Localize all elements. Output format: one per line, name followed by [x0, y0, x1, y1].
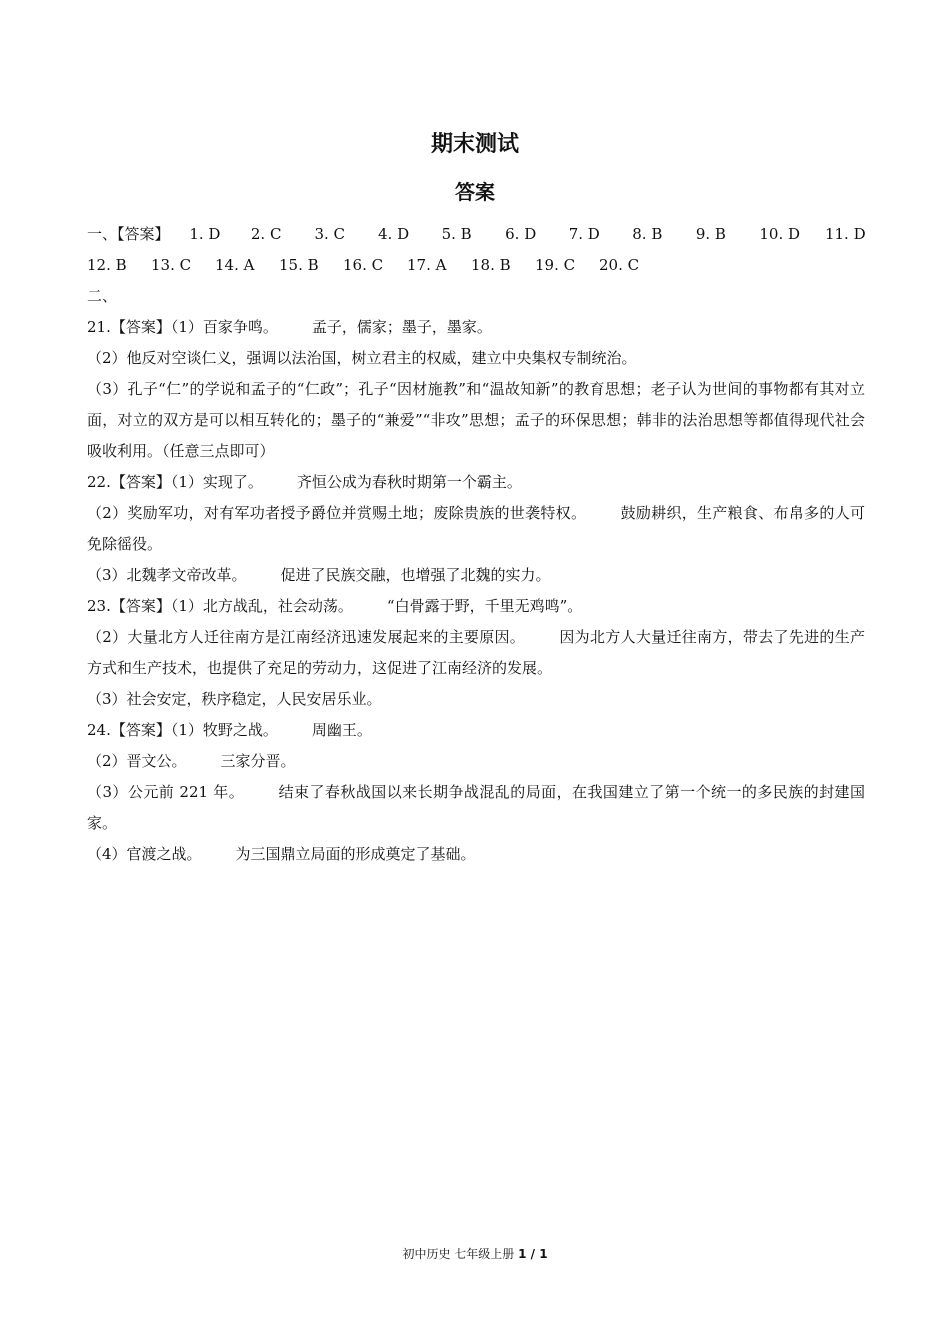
mc-answer: 7. D [568, 225, 600, 243]
mc-answer: 3. C [314, 225, 346, 243]
q23-answer-1: 23.【答案】（1）北方战乱，社会动荡。 [87, 597, 353, 615]
mc-answer: 15. B [279, 256, 319, 274]
mc-answer: 4. D [378, 225, 410, 243]
q21-answer-1b: 孟子，儒家；墨子，墨家。 [311, 318, 492, 336]
q24-answer-4: （4）官渡之战。 [87, 845, 202, 863]
q22-part1 [87, 467, 865, 498]
mc-answer: 10. D [759, 225, 801, 243]
mc-answer: 18. B [471, 256, 511, 274]
footer-text: 初中历史 七年级上册 [402, 1247, 515, 1261]
q21-part1 [87, 312, 865, 343]
q22-part3 [87, 560, 865, 591]
page-subtitle: 答案 [455, 180, 495, 204]
q21-answer-1: 21.【答案】（1）百家争鸣。 [87, 318, 278, 336]
q24-answer-1b: 周幽王。 [311, 721, 372, 739]
mc-answer: 9. B [695, 225, 726, 243]
mc-answer: 14. A [215, 256, 255, 274]
mc-answer: 8. B [632, 225, 663, 243]
q23-answer-2: （2）大量北方人迁往南方是江南经济迅速发展起来的主要原因。 [87, 628, 526, 646]
mc-answer: 12. B [87, 256, 127, 274]
mc-answer: 11. D [824, 225, 866, 243]
q23-part3: （3）社会安定，秩序稳定，人民安居乐业。 [87, 690, 382, 708]
q24-part4 [87, 839, 865, 870]
mc-answer: 5. B [441, 225, 472, 243]
q22-answer-3b: 促进了民族交融，也增强了北魏的实力。 [280, 566, 551, 584]
mc-answer: 20. C [599, 256, 640, 274]
q24-answer-1: 24.【答案】（1）牧野之战。 [87, 721, 278, 739]
mc-answer: 16. C [343, 256, 384, 274]
q24-answer-3b: 结束了春秋战国以来长期争战混乱的局面，在我国建立了第一个统一的多民族的封建国家。 [87, 783, 865, 832]
q22-answer-3: （3）北魏孝文帝改革。 [87, 566, 247, 584]
section-2-heading: 二、 [87, 287, 118, 305]
q23-part2 [87, 622, 865, 684]
q24-part2 [87, 746, 865, 777]
q22-answer-1b: 齐恒公成为春秋时期第一个霸主。 [296, 473, 522, 491]
q24-answer-2: （2）晋文公。 [87, 752, 187, 770]
q22-answer-2: （2）奖励军功，对有军功者授予爵位并赏赐土地；废除贵族的世袭特权。 [87, 504, 587, 522]
mc-answer: 19. C [535, 256, 576, 274]
q24-answer-2b: 三家分晋。 [220, 752, 296, 770]
page-number: 1 / 1 [518, 1247, 548, 1261]
mc-answer-label: 一、【答案】 [87, 225, 170, 243]
q24-answer-4b: 为三国鼎立局面的形成奠定了基础。 [235, 845, 476, 863]
answer-content [87, 219, 865, 870]
q24-answer-3: （3）公元前 221 年。 [87, 783, 245, 801]
q23-answer-2b: 因为北方人大量迁往南方，带去了先进的生产方式和生产技术，也提供了充足的劳动力，这促进了江南经济的发展。 [87, 628, 865, 677]
q21-part2: （2）他反对空谈仁义，强调以法治国，树立君主的权威，建立中央集权专制统治。 [87, 349, 637, 367]
q22-answer-1: 22.【答案】（1）实现了。 [87, 473, 263, 491]
q23-part1 [87, 591, 865, 622]
page-footer [0, 1245, 950, 1262]
mc-answers-row-1 [87, 219, 865, 250]
mc-answer: 2. C [250, 225, 282, 243]
q23-answer-1b: “白骨露于野，千里无鸡鸣”。 [386, 597, 583, 615]
q24-part3 [87, 777, 865, 839]
page-title: 期末测试 [430, 132, 519, 157]
mc-answer: 13. C [151, 256, 192, 274]
q21-part3: （3）孔子“仁”的学说和孟子的“仁政”；孔子“因材施教”和“温故知新”的教育思想；老子认为世间的事物都有其对立面，对立的双方是可以相互转化的；墨子的“兼爱”“非攻”思想；孟子的环保思想；韩非的法治思想等都值得现代社会吸收利用。（任意三点即可） [87, 380, 865, 460]
q24-part1 [87, 715, 865, 746]
q22-part2 [87, 498, 865, 560]
mc-answer: 6. D [505, 225, 537, 243]
q22-answer-2b: 鼓励耕织，生产粮食、布帛多的人可免除徭役。 [87, 504, 865, 553]
mc-answer: 1. D [189, 225, 221, 243]
mc-answer: 17. A [407, 256, 447, 274]
mc-answers-row-2 [87, 250, 865, 281]
